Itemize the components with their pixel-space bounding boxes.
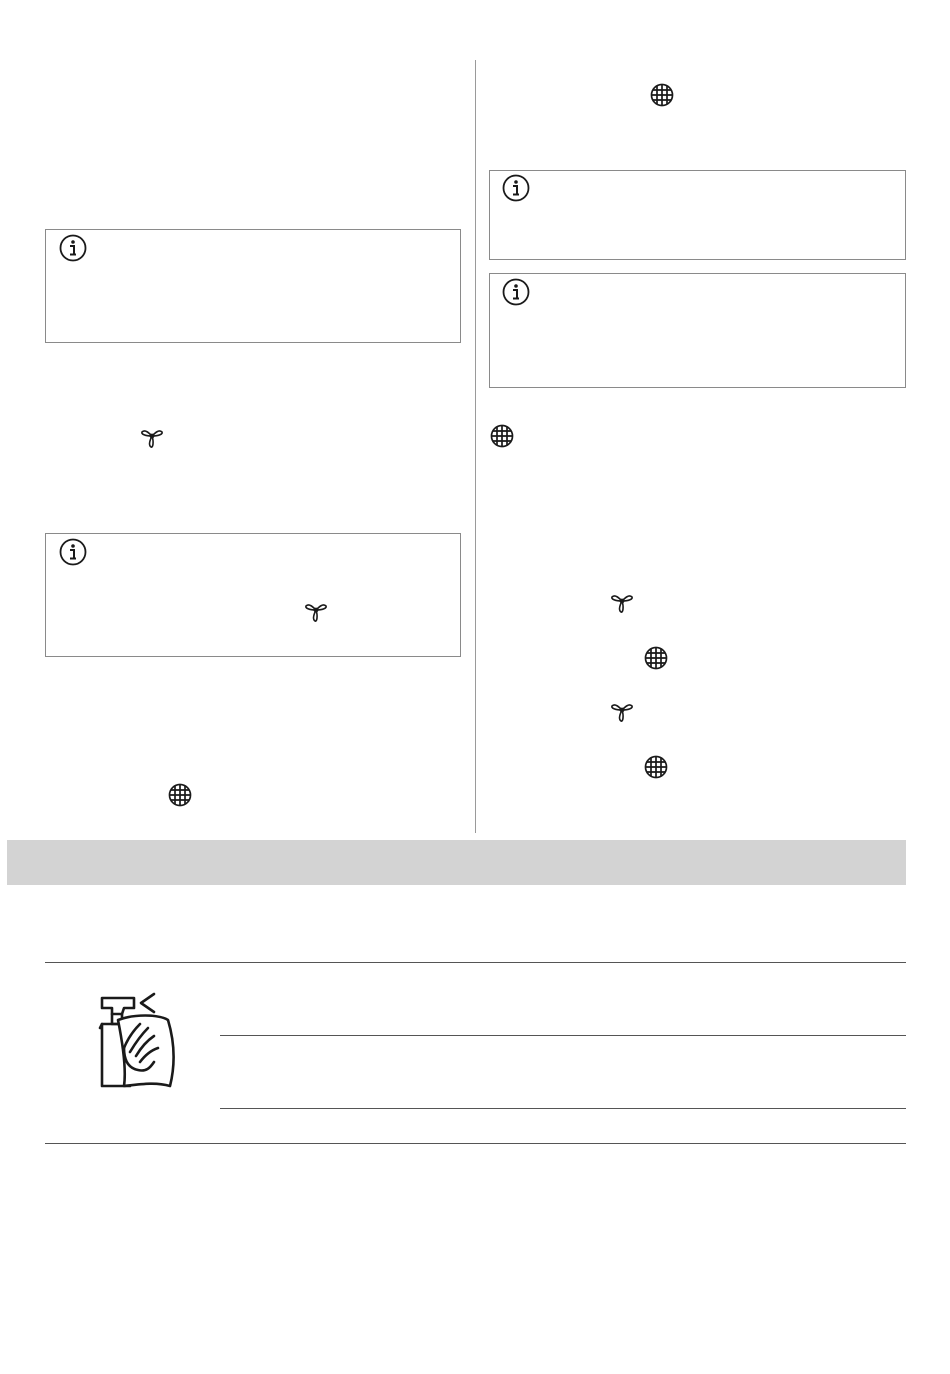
grease-filter-icon bbox=[643, 754, 669, 780]
grease-filter-icon bbox=[649, 82, 675, 108]
column-divider bbox=[475, 60, 476, 833]
grease-filter-icon bbox=[643, 645, 669, 671]
cleaning-spray-cloth-icon bbox=[94, 990, 184, 1090]
table-row-divider bbox=[220, 1035, 906, 1036]
table-row-divider bbox=[220, 1108, 906, 1109]
info-icon bbox=[59, 234, 87, 262]
section-header-bar bbox=[7, 840, 906, 885]
grease-filter-icon bbox=[167, 782, 193, 808]
info-icon bbox=[502, 278, 530, 306]
fan-icon bbox=[139, 424, 165, 450]
info-note-box bbox=[489, 273, 906, 388]
info-note-box bbox=[45, 533, 461, 657]
table-bottom-rule bbox=[45, 1143, 906, 1144]
fan-icon bbox=[303, 598, 329, 624]
info-icon bbox=[502, 174, 530, 202]
fan-icon bbox=[609, 698, 635, 724]
info-icon bbox=[59, 538, 87, 566]
fan-icon bbox=[609, 589, 635, 615]
grease-filter-icon bbox=[489, 423, 515, 449]
table-top-rule bbox=[45, 962, 906, 963]
info-note-box bbox=[489, 170, 906, 260]
info-note-box bbox=[45, 229, 461, 343]
